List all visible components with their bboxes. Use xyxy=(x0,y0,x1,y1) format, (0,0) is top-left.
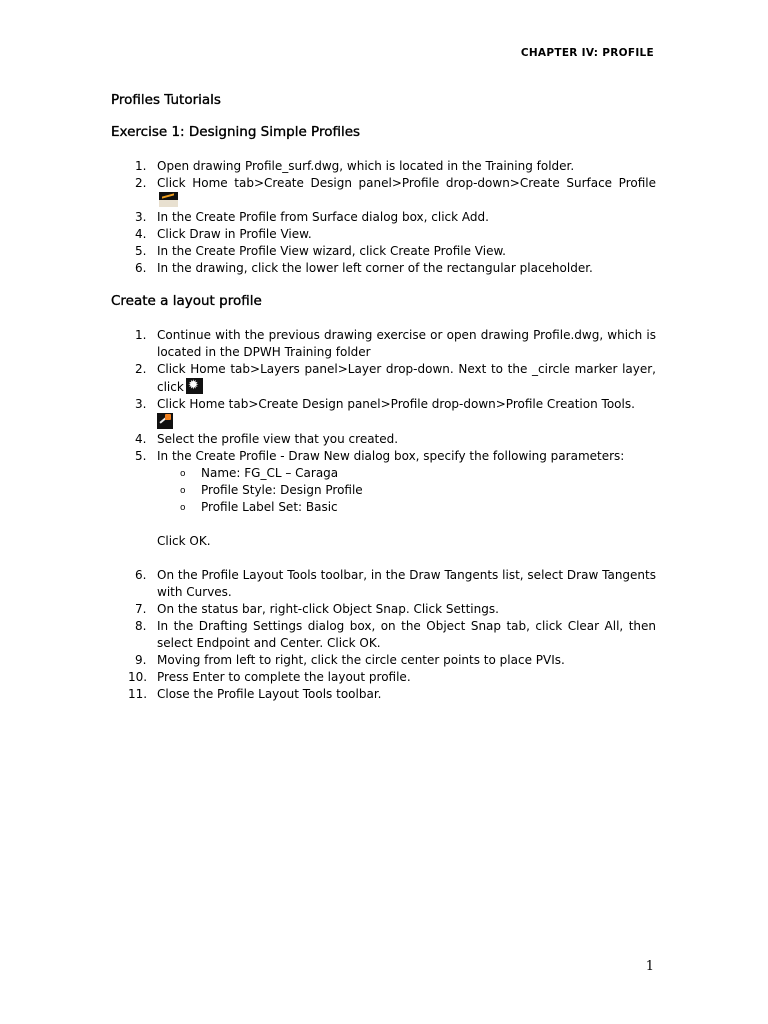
list-item: 2. Click Home tab>Create Design panel>Profile drop-down>Create Surface Profile xyxy=(111,175,656,209)
exercise-heading: Exercise 1: Designing Simple Profiles xyxy=(111,124,361,140)
surface-profile-icon xyxy=(159,192,178,207)
exercise-steps-list xyxy=(111,158,656,277)
list-item: 6. In the drawing, click the lower left corner of the rectangular placeholder. xyxy=(135,261,593,275)
parameter-list xyxy=(157,465,656,516)
list-item: 6. On the Profile Layout Tools toolbar, in the Draw Tangents list, select Draw Tangents with Curves. xyxy=(135,568,656,599)
list-item: o Profile Label Set: Basic xyxy=(180,500,338,514)
list-item: 5. In the Create Profile - Draw New dialog box, specify the following parameters: o Name: FG_CL – Caraga o Profile Style: Design Profile o Profile Label Set: Basic xyxy=(111,448,656,516)
list-item: 1. Open drawing Profile_surf.dwg, which is located in the Training folder. xyxy=(135,159,575,173)
layer-freeze-icon xyxy=(186,378,203,394)
layout-heading: Create a layout profile xyxy=(111,293,262,309)
list-item: 4. Click Draw in Profile View. xyxy=(135,227,312,241)
chapter-header: CHAPTER IV: PROFILE xyxy=(520,47,654,59)
list-item: 2. Click Home tab>Layers panel>Layer drop-down. Next to the _circle marker layer, click✹ xyxy=(111,361,656,396)
list-item: 8. In the Drafting Settings dialog box, on the Object Snap tab, click Clear All, then select Endpoint and Center. Click OK. xyxy=(135,619,656,650)
list-item: 1. Continue with the previous drawing exercise or open drawing Profile.dwg, which is located in the DPWH Training folder xyxy=(135,328,656,359)
list-item: 10. Press Enter to complete the layout profile. xyxy=(128,670,411,684)
document-body xyxy=(111,92,656,703)
click-ok-note: Click OK. xyxy=(157,534,211,548)
profile-tools-icon xyxy=(157,413,173,429)
list-item: 4. Select the profile view that you created. xyxy=(135,432,399,446)
layout-steps-list xyxy=(111,327,656,516)
list-item: 7. On the status bar, right-click Object Snap. Click Settings. xyxy=(135,602,499,616)
list-item: 11. Close the Profile Layout Tools toolbar. xyxy=(128,687,382,701)
list-item: o Profile Style: Design Profile xyxy=(180,483,363,497)
page-title: Profiles Tutorials xyxy=(111,92,221,108)
list-item: 5. In the Create Profile View wizard, click Create Profile View. xyxy=(135,244,506,258)
layout-steps-list-continued xyxy=(111,567,656,703)
page-number: 1 xyxy=(645,959,654,974)
list-item: 3. Click Home tab>Create Design panel>Profile drop-down>Profile Creation Tools. xyxy=(111,396,656,431)
list-item: 3. In the Create Profile from Surface dialog box, click Add. xyxy=(135,210,489,224)
list-item: o Name: FG_CL – Caraga xyxy=(180,466,339,480)
list-item: 9. Moving from left to right, click the circle center points to place PVIs. xyxy=(135,653,565,667)
